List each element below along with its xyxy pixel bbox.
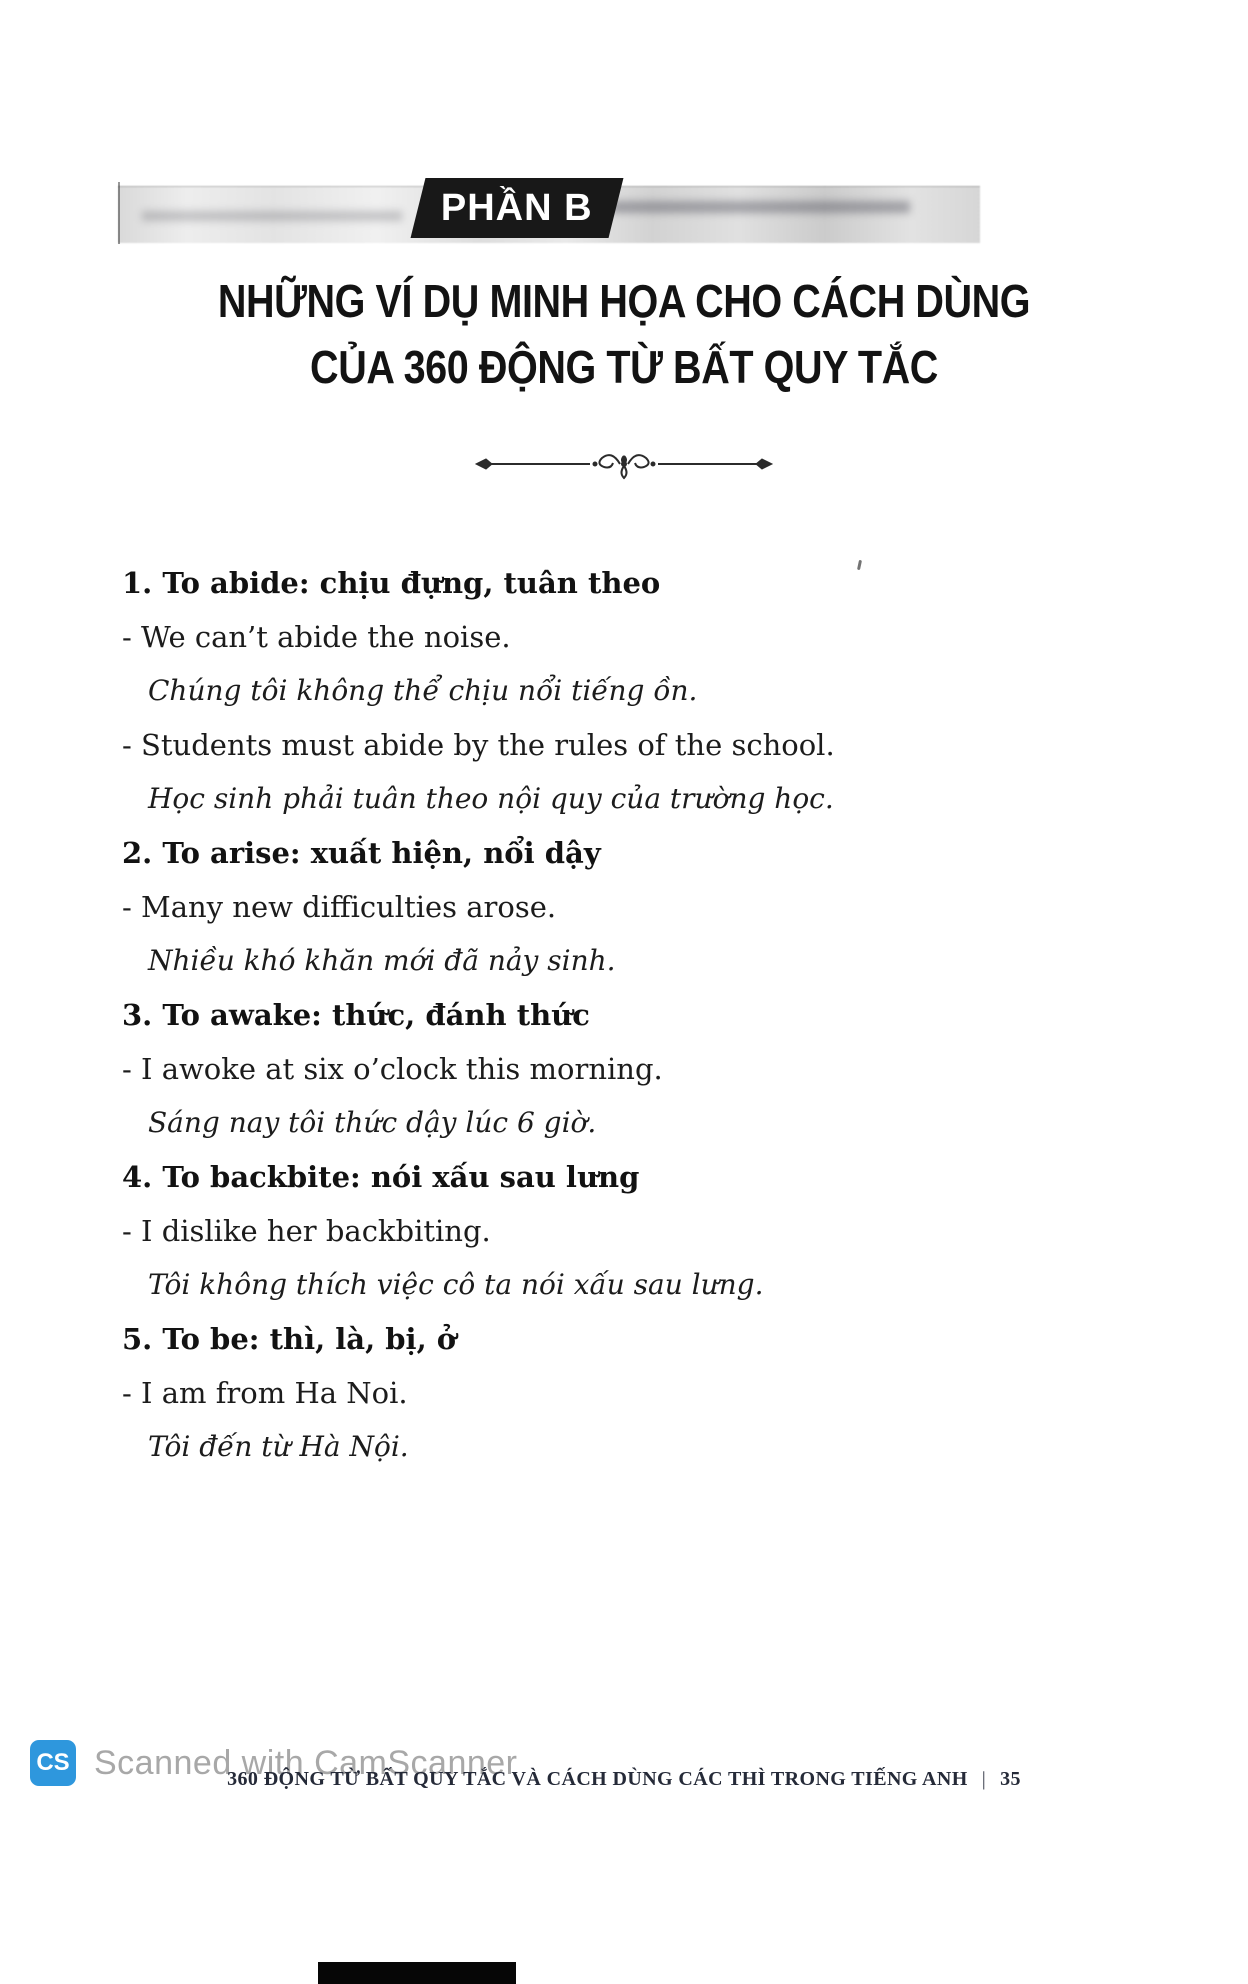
entry-lines: [122, 880, 1140, 988]
scan-artifact-bar: [318, 1962, 516, 1984]
page-title-line1: NHỮNG VÍ DỤ MINH HỌA CHO CÁCH DÙNG: [217, 275, 1031, 327]
entries: [122, 556, 1140, 1474]
part-banner-label: PHẦN B: [441, 186, 593, 229]
translation-line: Học sinh phải tuân theo nội quy của trường học.: [148, 782, 834, 815]
example-line: - Students must abide by the rules of the school.: [122, 728, 835, 762]
example-line: - I am from Ha Noi.: [122, 1376, 408, 1410]
camscanner-logo-icon: CS: [30, 1740, 76, 1786]
ghost-text-streak: [610, 201, 910, 213]
example-line: - I dislike her backbiting.: [122, 1214, 491, 1248]
translation-line: Chúng tôi không thể chịu nổi tiếng ồn.: [148, 674, 698, 707]
translation-line: Nhiều khó khăn mới đã nảy sinh.: [148, 944, 616, 977]
page-title: [0, 268, 1248, 400]
page-title-line2: CỦA 360 ĐỘNG TỪ BẤT QUY TẮC: [310, 341, 938, 393]
footer-separator: |: [981, 1768, 987, 1790]
verb-entry: [122, 826, 1140, 988]
example-line: - We can’t abide the noise.: [122, 620, 511, 654]
footer-page-number: 35: [1000, 1768, 1021, 1790]
entry-lines: [122, 1366, 1140, 1474]
entry-heading: 1. To abide: chịu đựng, tuân theo: [122, 566, 661, 600]
ghost-text-streak: [142, 211, 402, 221]
flourish-icon: [474, 444, 774, 484]
translation-line: Sáng nay tôi thức dậy lúc 6 giờ.: [148, 1106, 597, 1139]
entry-heading: 3. To awake: thức, đánh thức: [122, 998, 590, 1032]
footer-title: 360 ĐỘNG TỪ BẤT QUY TẮC VÀ CÁCH DÙNG CÁC THÌ TRONG TIẾNG ANH: [227, 1768, 968, 1790]
example-line: - Many new difficulties arose.: [122, 890, 557, 924]
translation-line: Tôi đến từ Hà Nội.: [148, 1430, 409, 1463]
entry-lines: [122, 1204, 1140, 1312]
entry-lines: [122, 1042, 1140, 1150]
verb-entry: [122, 1312, 1140, 1474]
verb-entry: [122, 1150, 1140, 1312]
part-banner: [411, 178, 624, 238]
entry-lines: [122, 610, 1140, 826]
page-footer: [0, 1768, 1248, 1791]
example-line: - I awoke at six o’clock this morning.: [122, 1052, 663, 1086]
camscanner-watermark-text: Scanned with CamScanner: [94, 1743, 518, 1782]
translation-line: Tôi không thích việc cô ta nói xấu sau lưng.: [148, 1268, 764, 1301]
verb-entry: [122, 556, 1140, 826]
divider-ornament: [0, 444, 1248, 484]
entry-heading: 4. To backbite: nói xấu sau lưng: [122, 1160, 640, 1194]
entry-heading: 5. To be: thì, là, bị, ở: [122, 1322, 457, 1356]
entry-heading: 2. To arise: xuất hiện, nổi dậy: [122, 836, 601, 870]
verb-entry: [122, 988, 1140, 1150]
scan-edge-line: [118, 182, 120, 244]
